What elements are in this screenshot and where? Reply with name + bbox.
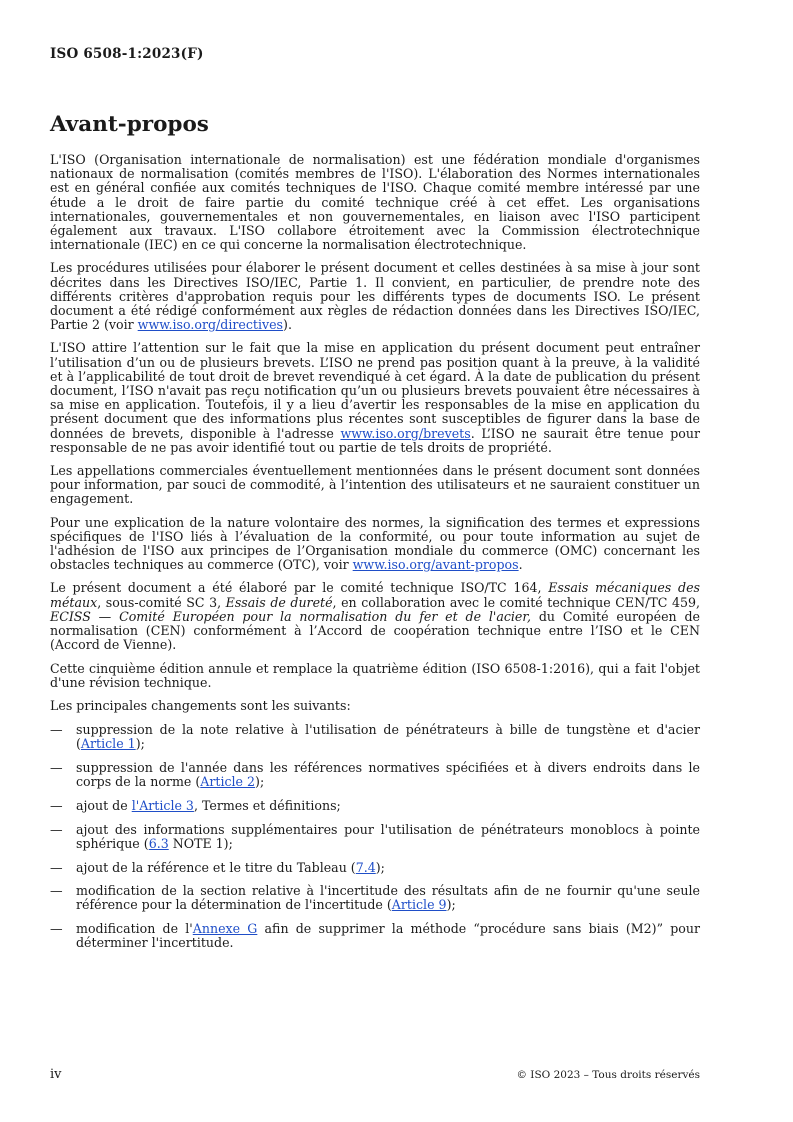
document-id-header: ISO 6508-1:2023(F) bbox=[50, 46, 204, 62]
foreword-body bbox=[50, 153, 700, 960]
list-item: — suppression de la note relative à l'utilisation de pénétrateurs à bille de tungstène et d'acier (Article 1); bbox=[50, 722, 700, 752]
dash-bullet: — bbox=[50, 797, 63, 813]
page-number: iv bbox=[50, 1067, 62, 1082]
link-avant-propos[interactable]: www.iso.org/avant-propos bbox=[352, 557, 519, 573]
paragraph-iso-intro: L'ISO (Organisation internationale de normalisation) est une fédération mondiale d'organismes nationaux de normalisation (comités membres de l'ISO). L'élaboration des Normes internationales est en général confiée aux comités techniques de l'ISO. Chaque comité membre intéressé par une étude a le droit de faire partie du comité technique créé à cet effet. Les organisations internationales, gouvernementales et non gouvernementales, en liaison avec l'ISO participent également aux travaux. L'ISO collabore étroitement avec la Commission électrotechnique internationale (IEC) en ce qui concerne la normalisation électrotechnique. bbox=[50, 152, 700, 253]
list-item: — ajout de l'Article 3, Termes et définitions; bbox=[50, 797, 341, 813]
list-item: — suppression de l'année dans les références normatives spécifiées et à divers endroits dans le corps de la norme (Article 2); bbox=[50, 760, 700, 790]
dash-bullet: — bbox=[50, 722, 63, 738]
paragraph-trade-names: Les appellations commerciales éventuellement mentionnées dans le présent document sont données pour information, par souci de commodité, à l’intention des utilisateurs et ne sauraient constituer un engagement. bbox=[50, 463, 700, 507]
dash-bullet: — bbox=[50, 859, 63, 875]
paragraph-edition: Cette cinquième édition annule et remplace la quatrième édition (ISO 6508-1:2016), qui a fait l'objet d'une révision technique. bbox=[50, 660, 700, 690]
paragraph-procedures: Les procédures utilisées pour élaborer le présent document et celles destinées à sa mise à jour sont décrites dans les Directives ISO/IEC, Partie 1. Il convient, en particulier, de prendre note des différents critères d'approbation requis pour les différents types de documents ISO. Le présent document a été rédigé conformément aux règles de rédaction données dans les Directives ISO/IEC, Partie 2 (voir www.iso.org/directives). bbox=[50, 260, 700, 333]
link-article-1[interactable]: Article 1 bbox=[80, 736, 136, 752]
page-title: Avant-propos bbox=[50, 112, 209, 137]
link-section-6-3[interactable]: 6.3 bbox=[148, 835, 169, 851]
link-article-3[interactable]: l'Article 3 bbox=[131, 797, 194, 813]
paragraph-changes-intro: Les principales changements sont les suivants: bbox=[50, 697, 351, 713]
list-item: — ajout de la référence et le titre du Tableau (7.4); bbox=[50, 859, 385, 875]
dash-bullet: — bbox=[50, 883, 63, 899]
link-section-7-4[interactable]: 7.4 bbox=[355, 859, 376, 875]
link-annexe-g[interactable]: Annexe G bbox=[192, 921, 258, 937]
paragraph-patents: L'ISO attire l’attention sur le fait que la mise en application du présent document peut entraîner l’utilisation d’un ou de plusieurs brevets. L’ISO ne prend pas position quant à la preuve, à la validité et à l’applicabilité de tout droit de brevet revendiqué à cet égard. À la date de publication du présent document, l’ISO n'avait pas reçu notification qu’un ou plusieurs brevets pouvaient être nécessaires à sa mise en application. Toutefois, il y a lieu d’avertir les responsables de la mise en application du présent document que des informations plus récentes sont susceptibles de figurer dans la base de données de brevets, disponible à l'adresse www.iso.org/brevets. L’ISO ne saurait être tenue pour responsable de ne pas avoir identifié tout ou partie de tels droits de propriété. bbox=[50, 340, 700, 455]
copyright-notice: © ISO 2023 – Tous droits réservés bbox=[516, 1069, 700, 1081]
link-directives[interactable]: www.iso.org/directives bbox=[137, 317, 284, 333]
changes-list bbox=[50, 723, 700, 950]
document-page bbox=[50, 0, 700, 1122]
link-article-2[interactable]: Article 2 bbox=[200, 774, 256, 790]
link-article-9[interactable]: Article 9 bbox=[391, 897, 447, 913]
list-item: — modification de l'Annexe G afin de supprimer la méthode “procédure sans biais (M2)” pour déterminer l'incertitude. bbox=[50, 921, 701, 951]
link-brevets[interactable]: www.iso.org/brevets bbox=[340, 425, 471, 441]
dash-bullet: — bbox=[50, 821, 63, 837]
dash-bullet: — bbox=[50, 760, 63, 776]
list-item: — ajout des informations supplémentaires pour l'utilisation de pénétrateurs monoblocs à pointe sphérique (6.3 NOTE 1); bbox=[50, 821, 700, 851]
dash-bullet: — bbox=[50, 921, 63, 937]
paragraph-voluntary-nature: Pour une explication de la nature volontaire des normes, la signification des termes et expressions spécifiques de l'ISO liés à l’évaluation de la conformité, ou pour toute information au sujet de l'adhésion de l'ISO aux principes de l’Organisation mondiale du commerce (OMC) concernant les obstacles techniques au commerce (OTC), voir www.iso.org/avant-propos. bbox=[50, 514, 700, 573]
paragraph-committee: Le présent document a été élaboré par le comité technique ISO/TC 164, Essais mécaniques des métaux, sous-comité SC 3, Essais de dureté, en collaboration avec le comité technique CEN/TC 459, ECISS — Comité Européen pour la normalisation du fer et de l'acier, du Comité européen de normalisation (CEN) conformément à l’Accord de coopération technique entre l’ISO et le CEN (Accord de Vienne). bbox=[50, 580, 700, 653]
list-item: — modification de la section relative à l'incertitude des résultats afin de ne fournir qu'une seule référence pour la détermination de l'incertitude (Article 9); bbox=[50, 883, 700, 913]
